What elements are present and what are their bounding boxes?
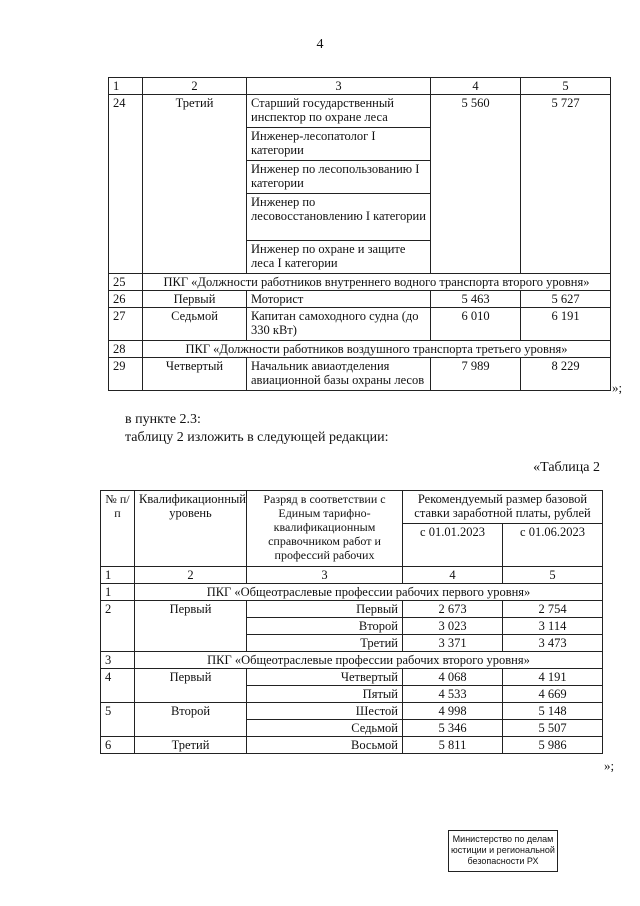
- index-cell: 4: [403, 567, 503, 584]
- table-row: [109, 291, 611, 308]
- rate-value-1: 6 010: [431, 308, 521, 341]
- rate-value-1: 3 023: [403, 618, 503, 635]
- table-row: [109, 95, 611, 128]
- rate-value-1: 4 998: [403, 703, 503, 720]
- position-name: Инженер-лесопатолог I категории: [247, 128, 431, 161]
- rate-value-2: 5 627: [521, 291, 611, 308]
- header-rate: Рекомендуемый размер базовой ставки заработной платы, рублей: [403, 491, 603, 524]
- row-number: 29: [109, 358, 143, 391]
- rate-value-1: 5 346: [403, 720, 503, 737]
- paragraph-line-2: таблицу 2 изложить в следующей редакции:: [125, 430, 389, 445]
- grade: Пятый: [247, 686, 403, 703]
- rate-value-1: 5 463: [431, 291, 521, 308]
- grade: Второй: [247, 618, 403, 635]
- stamp-line-3: безопасности РХ: [467, 856, 539, 866]
- table-row: [109, 358, 611, 391]
- qualification-level: Третий: [135, 737, 247, 754]
- table-group-row: [101, 584, 603, 601]
- header-cell: 5: [521, 78, 611, 95]
- rate-value-1: 7 989: [431, 358, 521, 391]
- rate-value-2: 5 148: [503, 703, 603, 720]
- group-label: ПКГ «Общеотраслевые профессии рабочих первого уровня»: [135, 584, 603, 601]
- stamp-line-1: Министерство по делам: [452, 834, 554, 844]
- group-label: ПКГ «Должности работников воздушного транспорта третьего уровня»: [143, 341, 611, 358]
- header-date-1: с 01.01.2023: [403, 524, 503, 567]
- group-label: ПКГ «Общеотраслевые профессии рабочих второго уровня»: [135, 652, 603, 669]
- rate-value-1: 4 533: [403, 686, 503, 703]
- rate-value-1: 4 068: [403, 669, 503, 686]
- row-number: 26: [109, 291, 143, 308]
- row-number: 3: [101, 652, 135, 669]
- qualification-level: Первый: [135, 601, 247, 652]
- table-row: [101, 737, 603, 754]
- index-cell: 3: [247, 567, 403, 584]
- page-number: 4: [316, 37, 324, 52]
- table-row: [101, 601, 603, 618]
- position-name: Начальник авиаотделения авиационной базы охраны лесов: [247, 358, 431, 391]
- rate-value-2: 4 669: [503, 686, 603, 703]
- qualification-level: Четвертый: [143, 358, 247, 391]
- table-caption: «Таблица 2: [533, 460, 600, 475]
- stamp-line-2: юстиции и региональной: [451, 845, 555, 855]
- rate-value-1: 5 811: [403, 737, 503, 754]
- paragraph-line-1: в пункте 2.3:: [125, 412, 201, 427]
- group-label: ПКГ «Должности работников внутреннего водного транспорта второго уровня»: [143, 274, 611, 291]
- position-name: Инженер по охране и защите леса I категории: [247, 241, 431, 274]
- rate-value-1: 3 371: [403, 635, 503, 652]
- row-number: 24: [109, 95, 143, 274]
- row-number: 28: [109, 341, 143, 358]
- row-number: 6: [101, 737, 135, 754]
- table-group-row: [109, 341, 611, 358]
- qualification-level: Второй: [135, 703, 247, 737]
- header-grade: Разряд в соответствии с Единым тарифно-квалификационным справочником работ и профессий рабочих: [247, 491, 403, 567]
- rate-value-1: 5 560: [431, 95, 521, 274]
- table-group-row: [101, 652, 603, 669]
- table-row: [109, 308, 611, 341]
- rate-value-2: 8 229: [521, 358, 611, 391]
- grade: Седьмой: [247, 720, 403, 737]
- header-cell: 2: [143, 78, 247, 95]
- table2-closing-suffix: »;: [604, 758, 615, 773]
- qualification-level: Седьмой: [143, 308, 247, 341]
- row-number: 1: [101, 584, 135, 601]
- row-number: 27: [109, 308, 143, 341]
- rate-value-2: 2 754: [503, 601, 603, 618]
- rate-value-2: 5 986: [503, 737, 603, 754]
- grade: Третий: [247, 635, 403, 652]
- row-number: 2: [101, 601, 135, 652]
- grade: Четвертый: [247, 669, 403, 686]
- table-row: [101, 703, 603, 720]
- rate-value-2: 4 191: [503, 669, 603, 686]
- rate-value-2: 5 507: [503, 720, 603, 737]
- header-cell: 3: [247, 78, 431, 95]
- positions-table: [108, 77, 611, 391]
- rate-value-2: 6 191: [521, 308, 611, 341]
- row-number: 4: [101, 669, 135, 703]
- table-row: [101, 669, 603, 686]
- position-name: Капитан самоходного судна (до 330 кВт): [247, 308, 431, 341]
- grade: Восьмой: [247, 737, 403, 754]
- ministry-stamp: [448, 830, 558, 872]
- table-index-row: [101, 567, 603, 584]
- position-name: Инженер по лесовосстановлению I категории: [247, 194, 431, 241]
- position-name: Инженер по лесопользованию I категории: [247, 161, 431, 194]
- index-cell: 2: [135, 567, 247, 584]
- grade: Шестой: [247, 703, 403, 720]
- header-date-2: с 01.06.2023: [503, 524, 603, 567]
- rate-value-1: 2 673: [403, 601, 503, 618]
- rate-value-2: 3 473: [503, 635, 603, 652]
- rate-value-2: 5 727: [521, 95, 611, 274]
- header-num: № п/п: [101, 491, 135, 567]
- index-cell: 1: [101, 567, 135, 584]
- index-cell: 5: [503, 567, 603, 584]
- table-header-row: [109, 78, 611, 95]
- header-level: Квалификационный уровень: [135, 491, 247, 567]
- header-cell: 1: [109, 78, 143, 95]
- rates-table: [100, 490, 603, 754]
- rate-value-2: 3 114: [503, 618, 603, 635]
- qualification-level: Первый: [143, 291, 247, 308]
- table-group-row: [109, 274, 611, 291]
- qualification-level: Первый: [135, 669, 247, 703]
- header-cell: 4: [431, 78, 521, 95]
- grade: Первый: [247, 601, 403, 618]
- qualification-level: Третий: [143, 95, 247, 274]
- position-name: Моторист: [247, 291, 431, 308]
- position-name: Старший государственный инспектор по охране леса: [247, 95, 431, 128]
- row-number: 25: [109, 274, 143, 291]
- row-number: 5: [101, 703, 135, 737]
- table1-closing-suffix: »;: [612, 380, 623, 395]
